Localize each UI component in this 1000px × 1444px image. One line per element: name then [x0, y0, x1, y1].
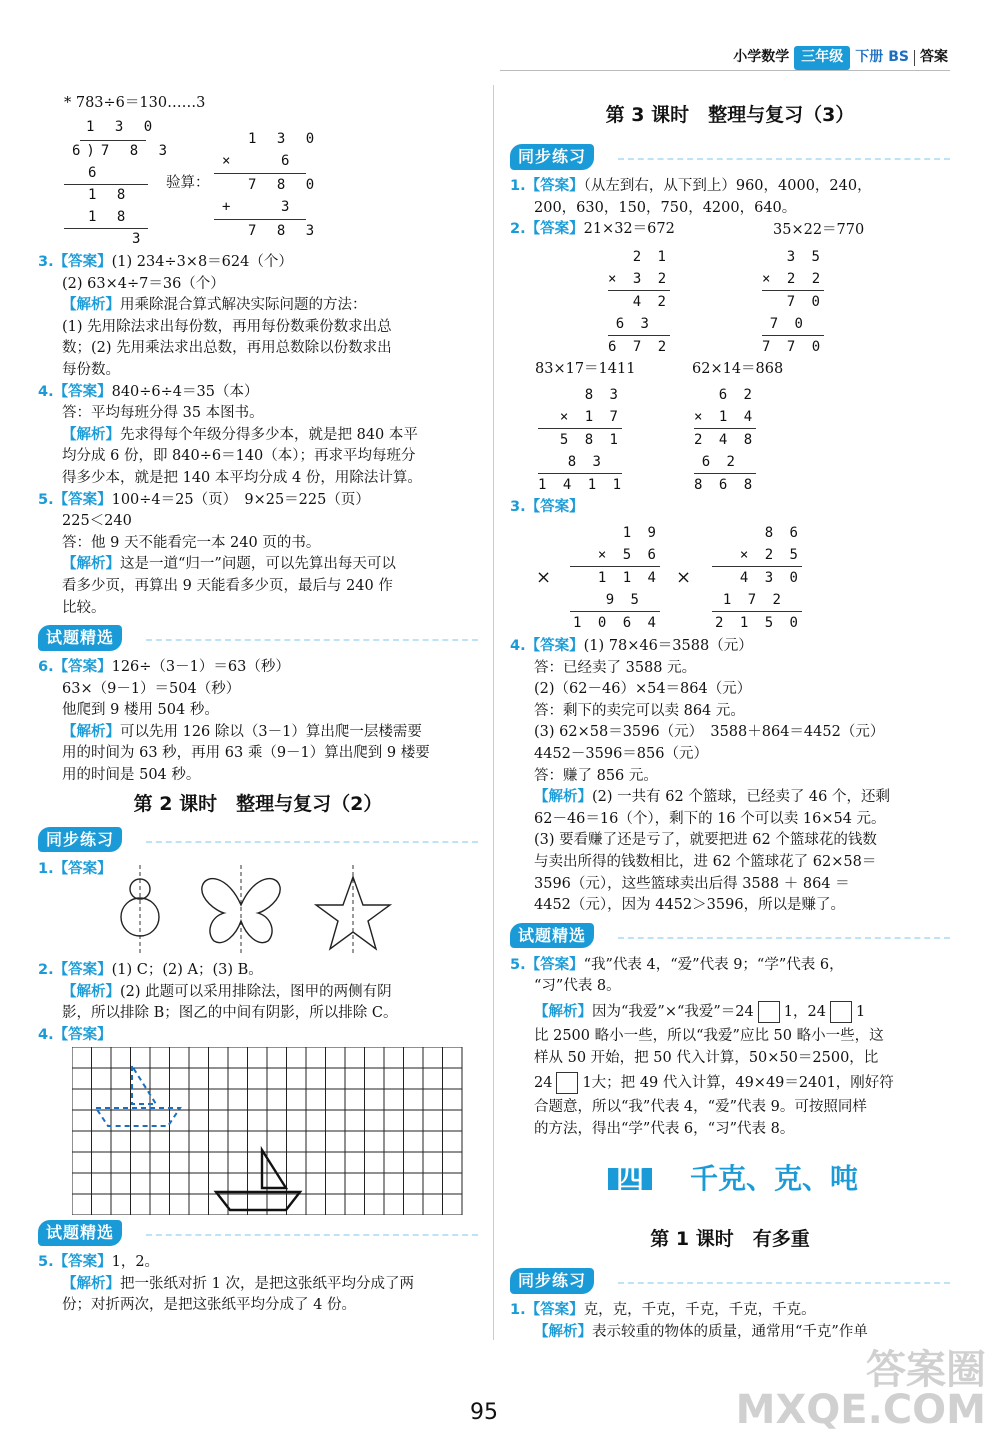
division-quotient: 1 3 0: [86, 119, 159, 135]
dashed-boat: [96, 1066, 180, 1126]
calc-row: 6 7 2: [608, 339, 671, 355]
calc-row: 1 7 2: [722, 592, 785, 608]
lesson-title: 第 3 课时 整理与复习（3）: [605, 104, 855, 126]
equation: 83×17＝1411: [535, 361, 636, 377]
analysis-text: 这是一道“归一”问题，可以先算出每天可以: [120, 556, 396, 573]
analysis-tag: 【解析】: [534, 1003, 592, 1020]
analysis-text: 24: [534, 1075, 553, 1092]
analysis-text: 数；(2) 先用乘法求出总数，再用总数除以份数求出: [62, 340, 392, 357]
wrong-mark: ×: [676, 567, 692, 588]
calc-row: 8 6: [764, 525, 802, 541]
banner-label: 试题精选: [510, 923, 594, 949]
calc-row: 4 2: [632, 294, 670, 310]
question-number: 2.: [38, 962, 54, 978]
calc-row: 4 3 0: [739, 570, 802, 586]
question-number: 3.: [38, 254, 54, 270]
answer-tag: 【答案】: [525, 499, 584, 515]
column-divider: [493, 85, 494, 1340]
answer-tag: 【答案】: [53, 1254, 112, 1270]
calc-row: 1 0 6 4: [572, 615, 660, 631]
answer-text: 200，630，150，750，4200，640。: [534, 199, 797, 216]
calc-row: × 1 4: [694, 409, 757, 425]
section-banner: [510, 921, 950, 951]
header-divider: [914, 50, 915, 66]
question-number: 5.: [510, 956, 526, 973]
solid-boat: [216, 1150, 300, 1210]
question-number: 1.: [38, 860, 54, 877]
vertical-calc: [608, 246, 670, 358]
calc-row: 2 1: [632, 249, 670, 265]
answer-tag: 【答案】: [53, 860, 112, 877]
header-grade: 三年级: [794, 46, 850, 70]
wrong-mark: ×: [536, 567, 552, 588]
calc-row: × 2 5: [739, 547, 802, 563]
section-banner: [38, 623, 478, 653]
grid-boat-figure: [72, 1047, 464, 1215]
analysis-tag: 【解析】: [62, 723, 120, 740]
analysis-text: 合题意，所以“我”代表 4，“爱”代表 9。可按照同样: [534, 1099, 867, 1116]
answer-text: 克，克，千克，千克，千克，千克。: [583, 1302, 816, 1318]
page-number: 95: [470, 1400, 498, 1425]
question-number: 6.: [38, 659, 54, 676]
analysis-text: (1) 先用除法求出每份数，再用每份数乘份数求出总: [62, 318, 392, 335]
answer-tag: 【答案】: [53, 254, 112, 270]
question-number: 4.: [38, 383, 54, 400]
banner-label: 试题精选: [38, 625, 122, 651]
symmetry-figures: [110, 865, 400, 955]
banner-dash: [618, 1282, 950, 1284]
header-label: 答案: [920, 49, 948, 65]
answer-text: 63×（9－1）＝504（秒）: [62, 680, 241, 697]
calc-row: 5 8 1: [559, 432, 622, 448]
answer-text: (1) 78×46＝3588（元）: [583, 638, 753, 654]
analysis-text: 可以先用 126 除以（3－1）算出爬一层楼需要: [120, 723, 422, 740]
division-remainder: 3: [132, 231, 147, 247]
analysis-text: 用的时间是 504 秒。: [62, 767, 201, 784]
analysis-text: 4452（元），因为 4452＞3596，所以是赚了。: [534, 897, 846, 914]
analysis-text: 份；对折两次，是把这张纸平均分成了 4 份。: [62, 1297, 356, 1314]
check-top: 1 3 0: [248, 131, 321, 147]
question-number: 4.: [510, 638, 526, 654]
answer-tag: 【答案】: [525, 956, 584, 973]
right-column-mid: [510, 636, 950, 1140]
question-number: 1.: [510, 1302, 526, 1318]
page-header: [733, 46, 948, 70]
banner-dash: [146, 841, 478, 843]
division-step1: 6: [88, 165, 103, 181]
equation: 62×14＝868: [692, 361, 784, 377]
banner-label: 同步练习: [510, 144, 594, 170]
calc-row: 8 3: [584, 387, 622, 403]
unit-title: 千克、克、吨: [690, 1162, 859, 1195]
division-step2: 1 8: [88, 187, 132, 203]
answer-text: (1) C；(2) A；(3) B。: [111, 962, 263, 978]
equation: 35×22＝770: [773, 222, 865, 238]
analysis-text: (2) 此题可以采用排除法，图甲的两侧有阴: [120, 983, 392, 1000]
analysis-text: 影，所以排除 B；图乙的中间有阴影，所以排除 C。: [62, 1005, 398, 1022]
analysis-text: 得多少本，就是把 140 本平均分成 4 份，用除法计算。: [62, 469, 422, 486]
division-step3: 1 8: [88, 209, 132, 225]
answer-text: “我”代表 4，“爱”代表 9；“学”代表 6，: [583, 956, 844, 973]
analysis-tag: 【解析】: [534, 1323, 592, 1340]
answer-tag: 【答案】: [53, 659, 112, 676]
answer-text: 答：平均每班分得 35 本图书。: [62, 405, 264, 422]
vertical-calc: [762, 246, 824, 358]
question-number: 5.: [38, 491, 54, 508]
check-product: 7 8 0: [248, 177, 321, 193]
analysis-text: 与卖出所得的钱数相比，进 62 个篮球花了 62×58＝: [534, 853, 877, 870]
answer-text: 225＜240: [62, 513, 132, 530]
answer-tag: 【答案】: [525, 178, 584, 194]
question-number: 4.: [38, 1026, 54, 1043]
header-subject: 小学数学: [733, 49, 790, 65]
answer-text: 4452－3596＝856（元）: [534, 745, 708, 762]
answer-text: 答：剩下的卖完可以卖 864 元。: [534, 702, 745, 719]
analysis-text: 1: [855, 1003, 866, 1020]
section-banner: [510, 142, 950, 172]
answer-text: 1，2。: [111, 1254, 160, 1270]
calc-row: 2 1 5 0: [714, 615, 802, 631]
left-column-text: [38, 252, 478, 880]
answer-text: 840÷6÷4＝35（本）: [111, 383, 259, 400]
header-term: 下册: [855, 49, 884, 65]
calc-row: 1 1 4: [597, 570, 660, 586]
question-3-header: [510, 497, 584, 519]
section-banner: [510, 1266, 950, 1296]
grid-lines: [72, 1047, 462, 1215]
right-column-top: [510, 138, 950, 241]
analysis-text: 看多少页，再算出 9 天能看多少页，最后与 240 作: [62, 577, 393, 594]
blank-box: [830, 1001, 852, 1023]
left-column-text-3: [38, 1214, 478, 1317]
answer-text: 答：他 9 天不能看完一本 240 页的书。: [62, 534, 321, 551]
blank-box: [758, 1001, 780, 1023]
watermark: 答案圈 MXQE.COM: [735, 1347, 986, 1433]
calc-row: 2 4 8: [694, 432, 757, 448]
analysis-text: 样从 50 开始，把 50 代入计算，50×50＝2500，比: [534, 1049, 879, 1066]
answer-text: “习”代表 8。: [534, 978, 621, 995]
analysis-text: 每份数。: [62, 361, 120, 378]
vertical-calc: [694, 384, 756, 496]
analysis-text: 用乘除混合算式解决实际问题的方法：: [120, 297, 367, 314]
division-equation: * 783÷6＝130……3: [64, 95, 206, 111]
calc-row: 6 2: [718, 387, 756, 403]
answer-tag: 【答案】: [53, 383, 112, 400]
answer-text: (3) 62×58＝3596（元） 3588＋864＝4452（元）: [534, 724, 885, 741]
analysis-text: 62－46＝16（个），剩下的 16 个可以卖 16×54 元。: [534, 810, 886, 827]
answer-tag: 【答案】: [53, 962, 112, 978]
banner-dash: [618, 158, 950, 160]
vertical-calc: [538, 384, 626, 496]
question-number: 1.: [510, 178, 526, 194]
analysis-text: 先求得每个年级分得多少本，就是把 840 本平: [120, 426, 418, 443]
analysis-text: 1，24: [783, 1003, 826, 1020]
analysis-tag: 【解析】: [62, 1275, 120, 1292]
calc-row: 7 7 0: [762, 339, 825, 355]
analysis-text: (2) 一共有 62 个篮球，已经卖了 46 个，还剩: [592, 789, 890, 806]
calc-row: 6 3: [615, 316, 653, 332]
answer-text: 100÷4＝25（页） 9×25＝225（页）: [111, 491, 370, 508]
check-add: + 3: [222, 199, 290, 215]
calc-row: 7 0: [769, 316, 807, 332]
analysis-text: 比 2500 略小一些，所以“我爱”应比 50 略小一些，这: [534, 1027, 884, 1044]
snowman-figure: [121, 865, 159, 955]
butterfly-figure: [202, 865, 280, 955]
calc-row: 1 9: [622, 525, 660, 541]
calc-row: 9 5: [605, 592, 643, 608]
star-figure: [316, 865, 390, 955]
unit-heading: [608, 1162, 859, 1195]
analysis-text: 3596（元），这些篮球卖出后得 3588 ＋ 864 ＝: [534, 875, 850, 892]
banner-dash: [618, 937, 950, 939]
check-multiplier: × 6: [222, 153, 290, 169]
division-dividend: 6)7 8 3: [72, 143, 174, 159]
right-column-bottom: [510, 1262, 950, 1343]
answer-text: 他爬到 9 楼用 504 秒。: [62, 702, 219, 719]
calc-row: × 2 2: [762, 271, 825, 287]
calc-row: 8 6 8: [694, 477, 757, 493]
answer-text: 126÷（3－1）＝63（秒）: [111, 659, 290, 676]
calc-row: 8 3: [567, 454, 605, 470]
question-number: 3.: [510, 499, 526, 515]
analysis-tag: 【解析】: [62, 556, 120, 573]
analysis-text: 均分成 6 份，即 840÷6＝140（本）；再求平均每班分: [62, 448, 416, 465]
check-result: 7 8 3: [248, 223, 321, 239]
answer-tag: 【答案】: [525, 638, 584, 654]
banner-label: 同步练习: [38, 827, 122, 853]
left-column-text-2: [38, 960, 478, 1046]
lesson-title: 第 1 课时 有多重: [650, 1228, 810, 1250]
calc-row: 3 5: [786, 249, 824, 265]
calc-row: × 3 2: [608, 271, 671, 287]
analysis-text: 因为“我爱”×“我爱”＝24: [592, 1003, 754, 1020]
unit-number: 四: [608, 1168, 652, 1190]
analysis-text: 的方法，得出“学”代表 6，“习”代表 8。: [534, 1120, 795, 1137]
answer-text: (2)（62－46）×54＝864（元）: [534, 681, 752, 698]
analysis-text: 比较。: [62, 599, 106, 616]
banner-label: 试题精选: [38, 1220, 122, 1246]
blank-box: [556, 1072, 578, 1094]
calc-row: 7 0: [786, 294, 824, 310]
analysis-tag: 【解析】: [534, 789, 592, 806]
question-number: 5.: [38, 1254, 54, 1270]
analysis-text: 1大；把 49 代入计算，49×49＝2401，刚好符: [582, 1075, 894, 1092]
answer-tag: 【答案】: [53, 491, 112, 508]
check-label: 验算：: [166, 175, 210, 191]
banner-label: 同步练习: [510, 1268, 594, 1294]
lesson-title: 第 2 课时 整理与复习（2）: [133, 792, 383, 815]
analysis-text: (3) 要看赚了还是亏了，就要把进 62 个篮球花的钱数: [534, 832, 877, 849]
answer-tag: 【答案】: [525, 221, 584, 238]
analysis-text: 表示较重的物体的质量，通常用“千克”作单: [592, 1323, 868, 1340]
banner-dash: [146, 1234, 478, 1236]
answer-text: 21×32＝672: [583, 221, 675, 238]
analysis-text: 用的时间为 63 秒，再用 63 乘（9－1）算出爬到 9 楼要: [62, 745, 430, 762]
question-number: 2.: [510, 221, 526, 238]
header-rule: [500, 70, 950, 71]
header-edition: BS: [888, 49, 909, 65]
vertical-calc: [712, 522, 802, 634]
answer-text: （从左到右，从下到上）960，4000，240，: [583, 178, 872, 194]
vertical-calc: [570, 522, 660, 634]
section-banner: [38, 1218, 478, 1248]
answer-text: (1) 234÷3×8＝624（个）: [111, 254, 293, 270]
analysis-text: 把一张纸对折 1 次，是把这张纸平均分成了两: [120, 1275, 414, 1292]
calc-row: 6 2: [701, 454, 739, 470]
analysis-tag: 【解析】: [62, 297, 120, 314]
answer-tag: 【答案】: [53, 1026, 112, 1043]
answer-text: 答：赚了 856 元。: [534, 767, 658, 784]
analysis-tag: 【解析】: [62, 983, 120, 1000]
calc-row: 1 4 1 1: [538, 477, 626, 493]
answer-text: (2) 63×4÷7＝36（个）: [62, 275, 225, 292]
section-banner: [38, 825, 478, 855]
banner-dash: [146, 639, 478, 641]
answer-text: 答：已经卖了 3588 元。: [534, 659, 697, 676]
calc-row: × 5 6: [597, 547, 660, 563]
analysis-tag: 【解析】: [62, 426, 120, 443]
answer-tag: 【答案】: [525, 1302, 584, 1318]
calc-row: × 1 7: [559, 409, 622, 425]
